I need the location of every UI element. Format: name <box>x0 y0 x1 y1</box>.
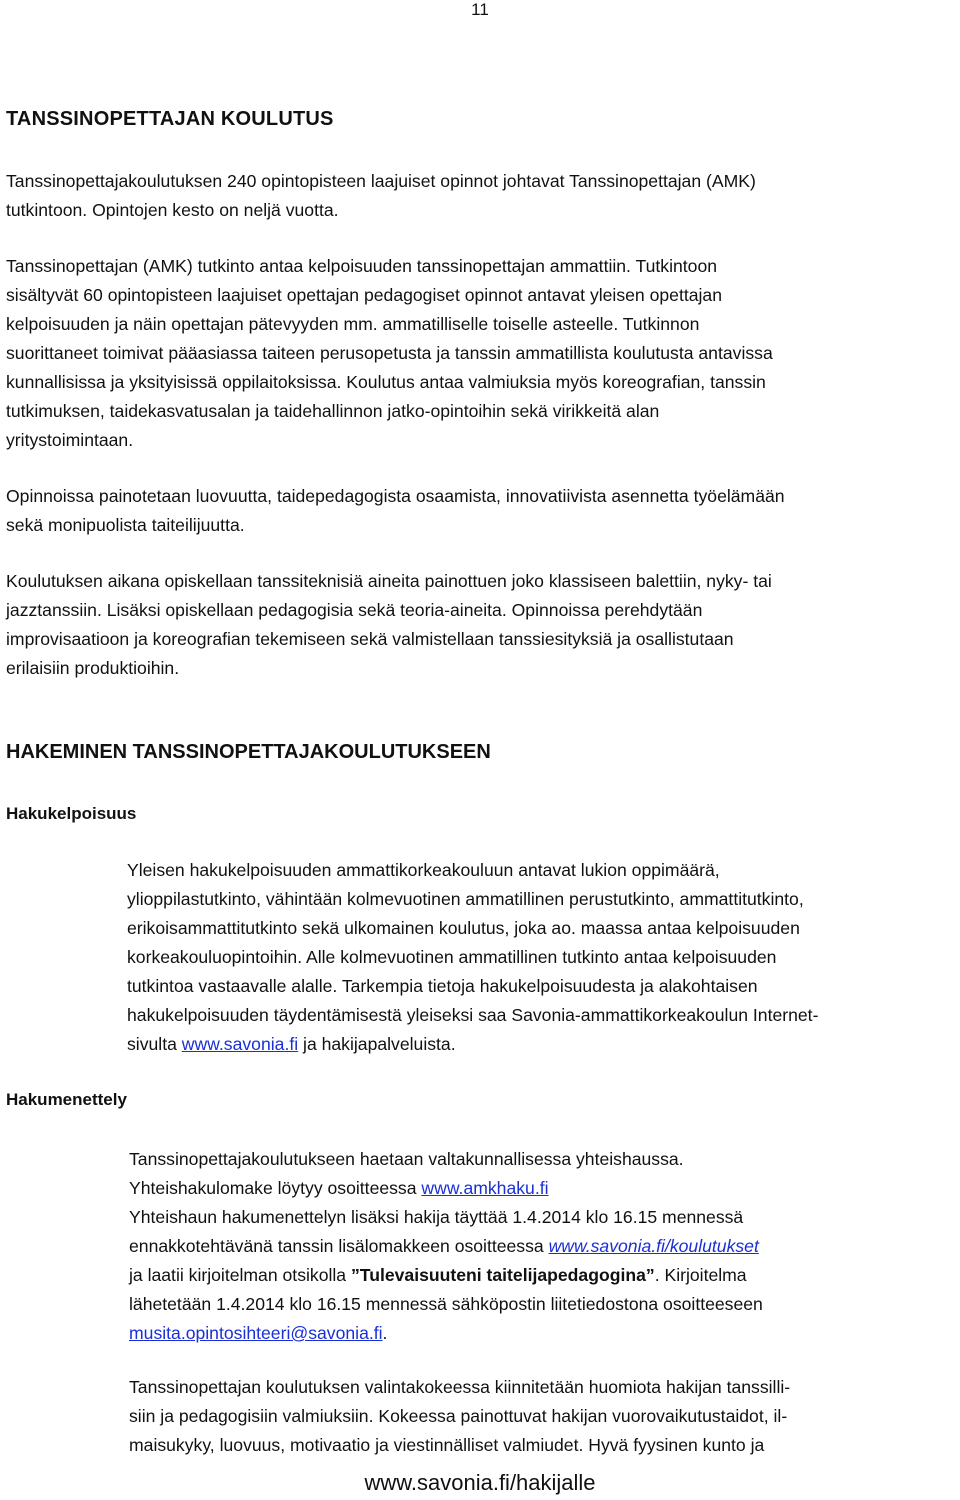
paragraph-intro <box>6 167 956 225</box>
koulutukset-link[interactable]: www.savonia.fi/koulutukset <box>548 1236 759 1256</box>
email-link[interactable]: musita.opintosihteeri@savonia.fi <box>129 1323 383 1343</box>
text-line: Opinnoissa painotetaan luovuutta, taidepedagogista osaamista, innovatiivista asennetta työelämään <box>6 486 785 506</box>
text-line <box>129 1174 949 1203</box>
text-line: tutkimuksen, taidekasvatusalan ja taidehallinnon jatko-opintoihin sekä virikkeitä alan <box>6 401 660 421</box>
text-line: erilaisiin produktioihin. <box>6 658 180 678</box>
text-line: hakukelpoisuuden täydentämisestä yleiseksi saa Savonia-ammattikorkeakoulun Internet- <box>127 1005 819 1025</box>
text-line: Tanssinopettajan koulutuksen valintakokeessa kiinnitetään huomiota hakijan tanssilli- <box>129 1377 791 1397</box>
text-line: sisältyvät 60 opintopisteen laajuiset opettajan pedagogiset opinnot antavat yleisen opettajan <box>6 285 722 305</box>
text-line: lähetetään 1.4.2014 klo 16.15 mennessä sähköpostin liitetiedostona osoitteeseen <box>129 1294 763 1314</box>
text-line: sekä monipuolista taiteilijuutta. <box>6 515 245 535</box>
text-fragment: . <box>382 1323 388 1343</box>
savonia-link[interactable]: www.savonia.fi <box>181 1034 299 1054</box>
text-line: Tanssinopettajan (AMK) tutkinto antaa kelpoisuuden tanssinopettajan ammattiin. Tutkintoon <box>6 256 718 276</box>
text-line: yritystoimintaan. <box>6 430 134 450</box>
page-number: 11 <box>471 0 489 19</box>
text-line: Koulutuksen aikana opiskellaan tanssiteknisiä aineita painottuen joko klassiseen balettiin, nyky- tai <box>6 571 772 591</box>
heading-hakukelpoisuus: Hakukelpoisuus <box>6 804 137 823</box>
amkhaku-link[interactable]: www.amkhaku.fi <box>421 1178 549 1198</box>
paragraph-painotus <box>6 482 956 540</box>
text-line: Yhteishaun hakumenettelyn lisäksi hakija täyttää 1.4.2014 klo 16.15 mennessä <box>129 1207 744 1227</box>
text-line: maisukyky, luovuus, motivaatio ja viestinnälliset valmiudet. Hyvä fyysinen kunto ja <box>129 1435 765 1455</box>
heading-tanssinopettajan-koulutus: TANSSINOPETTAJAN KOULUTUS <box>6 108 334 130</box>
text-line: tutkintoon. Opintojen kesto on neljä vuotta. <box>6 200 339 220</box>
text-fragment: . Kirjoitelma <box>654 1265 747 1285</box>
text-fragment: Yhteishakulomake löytyy osoitteessa <box>129 1178 422 1198</box>
text-line: improvisaatioon ja koreografian tekemiseen sekä valmistellaan tanssiesityksiä ja osallistutaan <box>6 629 734 649</box>
paragraph-hakumenettely <box>129 1145 949 1348</box>
essay-title: ”Tulevaisuuteni taitelijapedagogina” <box>350 1265 655 1285</box>
paragraph-valintakoe <box>129 1373 949 1460</box>
heading-hakeminen: HAKEMINEN TANSSINOPETTAJAKOULUTUKSEEN <box>6 741 491 763</box>
text-fragment: ennakkotehtävänä tanssin lisälomakkeen osoitteessa <box>129 1236 549 1256</box>
text-line: korkeakouluopintoihin. Alle kolmevuotinen ammatillinen tutkinto antaa kelpoisuuden <box>127 947 777 967</box>
text-line: Yleisen hakukelpoisuuden ammattikorkeakouluun antavat lukion oppimäärä, <box>127 860 720 880</box>
footer-url: www.savonia.fi/hakijalle <box>364 1470 596 1495</box>
text-line: siin ja pedagogisiin valmiuksiin. Kokeessa painottuvat hakijan vuorovaikutustaidot, il- <box>129 1406 788 1426</box>
text-line: erikoisammattitutkinto sekä ulkomainen koulutus, joka ao. maassa antaa kelpoisuuden <box>127 918 800 938</box>
text-line: kelpoisuuden ja näin opettajan pätevyyden mm. ammatilliselle toiselle asteelle. Tutkinnon <box>6 314 700 334</box>
text-line <box>127 1030 949 1059</box>
text-fragment: ja laatii kirjoitelman otsikolla <box>129 1265 351 1285</box>
text-line <box>129 1232 949 1261</box>
text-line: ylioppilastutkinto, vähintään kolmevuotinen ammatillinen perustutkinto, ammattitutkinto, <box>127 889 804 909</box>
text-line <box>129 1261 949 1290</box>
text-line: kunnallisissa ja yksityisissä oppilaitoksissa. Koulutus antaa valmiuksia myös koreografian, tanssin <box>6 372 766 392</box>
text-line <box>129 1319 949 1348</box>
paragraph-kelpoisuus <box>6 252 956 455</box>
text-line: tutkintoa vastaavalle alalle. Tarkempia tietoja hakukelpoisuudesta ja alakohtaisen <box>127 976 758 996</box>
text-fragment: sivulta <box>127 1034 182 1054</box>
text-fragment: ja hakijapalveluista. <box>298 1034 456 1054</box>
text-line: Tanssinopettajakoulutukseen haetaan valtakunnallisessa yhteishaussa. <box>129 1149 684 1169</box>
paragraph-opiskelu <box>6 567 956 683</box>
paragraph-hakukelpoisuus <box>127 856 949 1059</box>
text-line: jazztanssiin. Lisäksi opiskellaan pedagogisia sekä teoria-aineita. Opinnoissa perehdytään <box>6 600 703 620</box>
heading-hakumenettely: Hakumenettely <box>6 1090 127 1109</box>
text-line: suorittaneet toimivat pääasiassa taiteen perusopetusta ja tanssin ammatillista koulutusta antavissa <box>6 343 773 363</box>
text-line: Tanssinopettajakoulutuksen 240 opintopisteen laajuiset opinnot johtavat Tanssinopettajan (AMK) <box>6 171 756 191</box>
